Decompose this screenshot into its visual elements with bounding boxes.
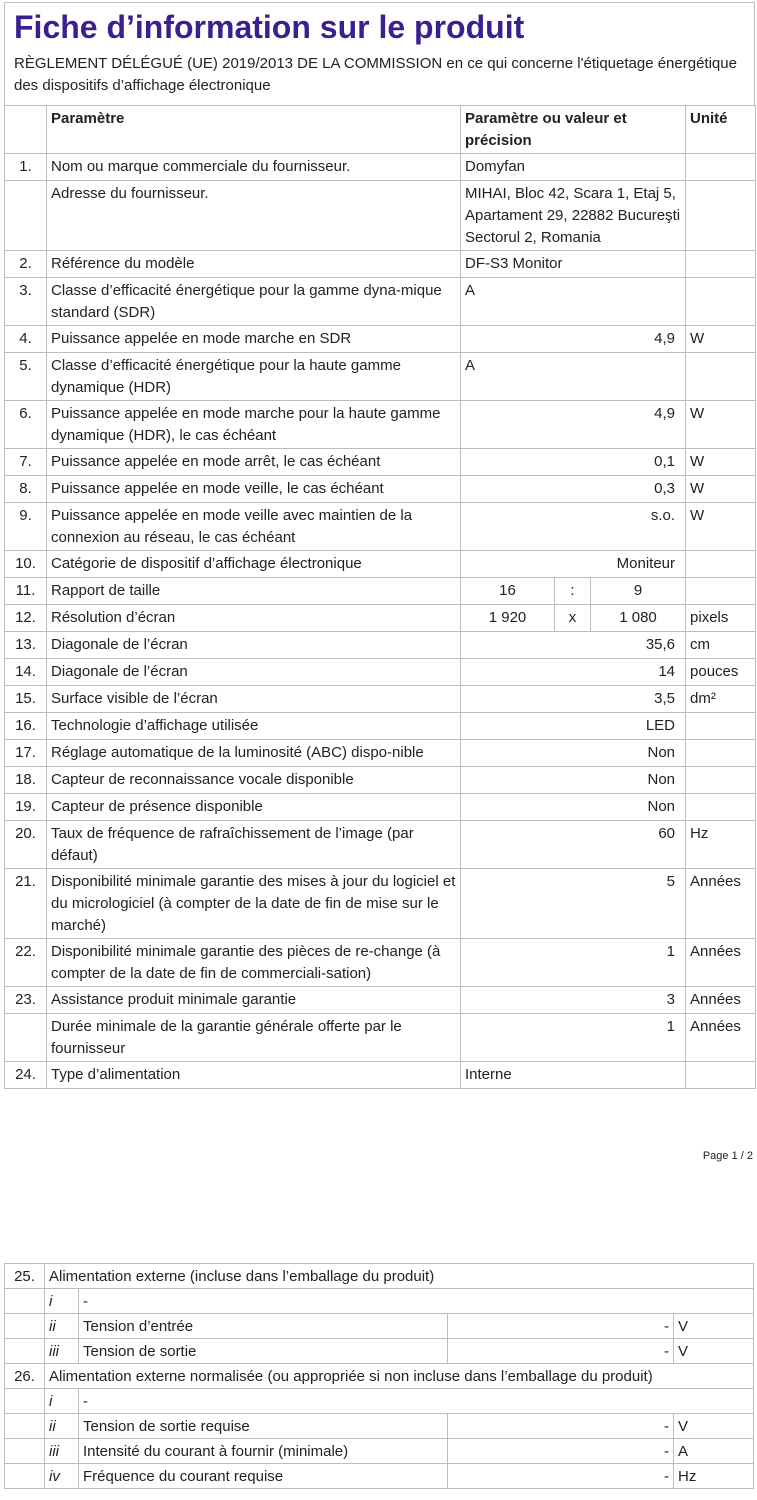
value-part-a: 1 920 <box>461 605 555 632</box>
row-label: Puissance appelée en mode marche pour la haute gamme dynamique (HDR), le cas échéant <box>47 401 461 449</box>
num-header <box>5 106 47 154</box>
row-number: 22. <box>5 939 47 987</box>
row-number: 1. <box>5 154 47 181</box>
table-row <box>5 476 756 503</box>
row-number: 21. <box>5 869 47 939</box>
row-label: Taux de fréquence de rafraîchissement de l’image (par défaut) <box>47 821 461 869</box>
row-value: LED <box>461 713 686 740</box>
table-row <box>5 1314 754 1339</box>
row-label: Diagonale de l’écran <box>47 659 461 686</box>
page-number: Page 1 / 2 <box>702 1150 753 1162</box>
row-value: 35,6 <box>461 632 686 659</box>
sub-index: iii <box>45 1439 79 1464</box>
table-row <box>5 821 756 869</box>
row-value: Non <box>461 740 686 767</box>
table-row <box>5 1264 754 1289</box>
row-unit <box>686 740 756 767</box>
table-row <box>5 401 756 449</box>
unit-header: Unité <box>686 106 756 154</box>
table-row <box>5 503 756 551</box>
row-number <box>5 1464 45 1489</box>
row-number: 26. <box>5 1364 45 1389</box>
sub-label: Tension de sortie <box>79 1339 448 1364</box>
row-label: Alimentation externe normalisée (ou appropriée si non incluse dans l’emballage du produit) <box>45 1364 754 1389</box>
row-unit: Années <box>686 1014 756 1062</box>
row-number: 20. <box>5 821 47 869</box>
row-label: Type d’alimentation <box>47 1062 461 1089</box>
row-value: 60 <box>461 821 686 869</box>
table-row <box>5 278 756 326</box>
document-header <box>4 2 755 105</box>
page-title: Fiche d’information sur le produit <box>14 9 525 45</box>
row-label: Résolution d’écran <box>47 605 461 632</box>
value-part-a: 16 <box>461 578 555 605</box>
row-value: 4,9 <box>461 401 686 449</box>
sub-label: Tension de sortie requise <box>79 1414 448 1439</box>
table-header-row <box>5 106 756 154</box>
row-label: Réglage automatique de la luminosité (ABC) dispo-nible <box>47 740 461 767</box>
row-number <box>5 1014 47 1062</box>
sub-label: - <box>79 1389 754 1414</box>
row-number <box>5 1414 45 1439</box>
table-row <box>5 181 756 251</box>
row-unit: W <box>686 476 756 503</box>
row-number: 7. <box>5 449 47 476</box>
row-number: 8. <box>5 476 47 503</box>
row-value: A <box>461 353 686 401</box>
row-unit: W <box>686 326 756 353</box>
row-label: Capteur de présence disponible <box>47 794 461 821</box>
row-value: 0,1 <box>461 449 686 476</box>
row-unit: W <box>686 503 756 551</box>
row-number: 6. <box>5 401 47 449</box>
row-number: 5. <box>5 353 47 401</box>
row-number: 9. <box>5 503 47 551</box>
row-label: Diagonale de l’écran <box>47 632 461 659</box>
row-number: 15. <box>5 686 47 713</box>
sub-unit: V <box>674 1414 754 1439</box>
row-label: Capteur de reconnaissance vocale disponible <box>47 767 461 794</box>
table-row <box>5 154 756 181</box>
row-label: Technologie d’affichage utilisée <box>47 713 461 740</box>
table-row <box>5 686 756 713</box>
row-label: Durée minimale de la garantie générale offerte par le fournisseur <box>47 1014 461 1062</box>
table-row <box>5 605 756 632</box>
sub-value: - <box>448 1339 674 1364</box>
row-value: 4,9 <box>461 326 686 353</box>
row-number: 13. <box>5 632 47 659</box>
sub-index: iv <box>45 1464 79 1489</box>
sub-value: - <box>448 1314 674 1339</box>
row-number: 25. <box>5 1264 45 1289</box>
row-number: 4. <box>5 326 47 353</box>
row-number: 24. <box>5 1062 47 1089</box>
row-unit: cm <box>686 632 756 659</box>
row-number <box>5 1439 45 1464</box>
row-label: Classe d’efficacité énergétique pour la haute gamme dynamique (HDR) <box>47 353 461 401</box>
table-row <box>5 767 756 794</box>
row-value: 14 <box>461 659 686 686</box>
row-label: Puissance appelée en mode veille, le cas échéant <box>47 476 461 503</box>
row-number: 18. <box>5 767 47 794</box>
row-number <box>5 1314 45 1339</box>
row-label: Catégorie de dispositif d’affichage électronique <box>47 551 461 578</box>
row-unit: dm² <box>686 686 756 713</box>
row-label: Assistance produit minimale garantie <box>47 987 461 1014</box>
sub-value: - <box>448 1414 674 1439</box>
row-unit: pixels <box>686 605 756 632</box>
sub-unit: A <box>674 1439 754 1464</box>
row-value: Non <box>461 767 686 794</box>
sub-value: - <box>448 1464 674 1489</box>
row-unit <box>686 353 756 401</box>
row-value: DF-S3 Monitor <box>461 251 686 278</box>
row-label: Puissance appelée en mode arrêt, le cas échéant <box>47 449 461 476</box>
table-row <box>5 353 756 401</box>
sub-index: ii <box>45 1314 79 1339</box>
row-unit: Hz <box>686 821 756 869</box>
row-unit: Années <box>686 869 756 939</box>
row-label: Référence du modèle <box>47 251 461 278</box>
page-2 <box>4 1263 753 1489</box>
row-label: Alimentation externe (incluse dans l’emballage du produit) <box>45 1264 754 1289</box>
value-header: Paramètre ou valeur et précision <box>461 106 686 154</box>
sub-index: ii <box>45 1414 79 1439</box>
row-label: Rapport de taille <box>47 578 461 605</box>
table-row <box>5 1389 754 1414</box>
row-label: Puissance appelée en mode marche en SDR <box>47 326 461 353</box>
row-number <box>5 1289 45 1314</box>
table-row <box>5 740 756 767</box>
table-row <box>5 659 756 686</box>
row-value: MIHAI, Bloc 42, Scara 1, Etaj 5, Apartament 29, 22882 Bucureşti Sectorul 2, Romania <box>461 181 686 251</box>
sub-unit: V <box>674 1314 754 1339</box>
table-row <box>5 1289 754 1314</box>
table-row <box>5 578 756 605</box>
row-value: Domyfan <box>461 154 686 181</box>
sub-label: Fréquence du courant requise <box>79 1464 448 1489</box>
row-unit <box>686 251 756 278</box>
row-number <box>5 1339 45 1364</box>
regulation-subtitle: RÈGLEMENT DÉLÉGUÉ (UE) 2019/2013 DE LA COMMISSION en ce qui concerne l'étiquetage énergétique des dispositifs d’affichage électronique <box>14 55 737 94</box>
row-number: 23. <box>5 987 47 1014</box>
row-unit <box>686 551 756 578</box>
row-label: Surface visible de l’écran <box>47 686 461 713</box>
row-number: 2. <box>5 251 47 278</box>
row-value: 5 <box>461 869 686 939</box>
row-number: 16. <box>5 713 47 740</box>
row-value: 3 <box>461 987 686 1014</box>
row-value: Non <box>461 794 686 821</box>
param-header: Paramètre <box>47 106 461 154</box>
table-row <box>5 449 756 476</box>
row-unit: Années <box>686 939 756 987</box>
row-number: 10. <box>5 551 47 578</box>
row-unit <box>686 578 756 605</box>
row-label: Nom ou marque commerciale du fournisseur. <box>47 154 461 181</box>
row-value: 3,5 <box>461 686 686 713</box>
row-number: 14. <box>5 659 47 686</box>
table-row <box>5 794 756 821</box>
table-row <box>5 632 756 659</box>
table-row <box>5 713 756 740</box>
row-value: 0,3 <box>461 476 686 503</box>
value-part-b: 1 080 <box>591 605 686 632</box>
table-row <box>5 987 756 1014</box>
row-number <box>5 181 47 251</box>
page-1 <box>4 2 755 1089</box>
table-row <box>5 1414 754 1439</box>
table-row <box>5 1339 754 1364</box>
sub-label: Intensité du courant à fournir (minimale) <box>79 1439 448 1464</box>
row-value: s.o. <box>461 503 686 551</box>
table-row <box>5 1439 754 1464</box>
value-separator: : <box>555 578 591 605</box>
table-row <box>5 326 756 353</box>
row-unit: W <box>686 401 756 449</box>
row-unit <box>686 767 756 794</box>
row-number: 11. <box>5 578 47 605</box>
row-value: A <box>461 278 686 326</box>
row-number: 19. <box>5 794 47 821</box>
value-separator: x <box>555 605 591 632</box>
table-row <box>5 1014 756 1062</box>
row-unit <box>686 181 756 251</box>
row-number: 17. <box>5 740 47 767</box>
row-value: Interne <box>461 1062 686 1089</box>
row-unit <box>686 278 756 326</box>
value-part-b: 9 <box>591 578 686 605</box>
sub-label: Tension d’entrée <box>79 1314 448 1339</box>
row-number: 12. <box>5 605 47 632</box>
row-unit <box>686 713 756 740</box>
table-row <box>5 551 756 578</box>
row-label: Disponibilité minimale garantie des mises à jour du logiciel et du micrologiciel (à compter de la date de fin de mise sur le marché) <box>47 869 461 939</box>
table-row <box>5 869 756 939</box>
row-label: Puissance appelée en mode veille avec maintien de la connexion au réseau, le cas échéant <box>47 503 461 551</box>
row-unit <box>686 794 756 821</box>
row-value: 1 <box>461 1014 686 1062</box>
table-row <box>5 939 756 987</box>
row-label: Disponibilité minimale garantie des pièces de re-change (à compter de la date de fin de commerciali-sation) <box>47 939 461 987</box>
table-row <box>5 1464 754 1489</box>
row-unit <box>686 154 756 181</box>
row-unit: W <box>686 449 756 476</box>
row-unit: Années <box>686 987 756 1014</box>
row-label: Classe d’efficacité énergétique pour la gamme dyna-mique standard (SDR) <box>47 278 461 326</box>
row-value: Moniteur <box>461 551 686 578</box>
sub-label: - <box>79 1289 754 1314</box>
power-supply-table <box>4 1263 754 1489</box>
row-label: Adresse du fournisseur. <box>47 181 461 251</box>
row-unit <box>686 1062 756 1089</box>
sub-index: i <box>45 1289 79 1314</box>
sub-value: - <box>448 1439 674 1464</box>
sub-unit: Hz <box>674 1464 754 1489</box>
sub-index: i <box>45 1389 79 1414</box>
table-row <box>5 1062 756 1089</box>
sub-index: iii <box>45 1339 79 1364</box>
row-value: 1 <box>461 939 686 987</box>
product-info-table <box>4 105 756 1089</box>
table-row <box>5 251 756 278</box>
row-number: 3. <box>5 278 47 326</box>
row-unit: pouces <box>686 659 756 686</box>
table-row <box>5 1364 754 1389</box>
sub-unit: V <box>674 1339 754 1364</box>
row-number <box>5 1389 45 1414</box>
